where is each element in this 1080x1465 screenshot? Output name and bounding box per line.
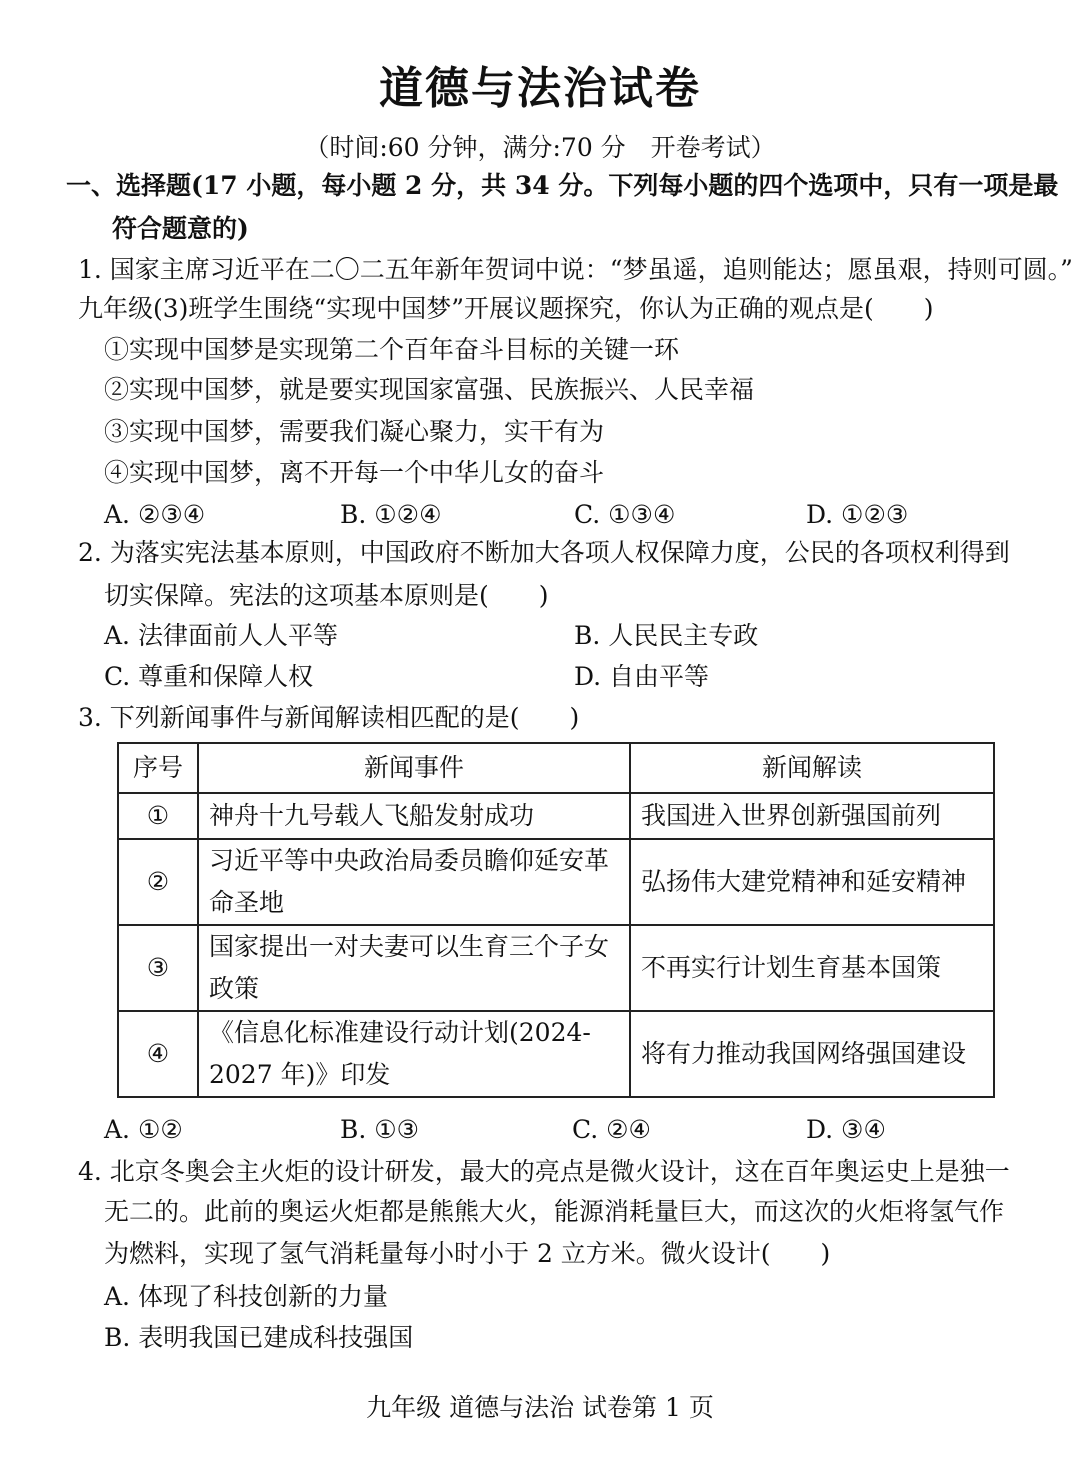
section-heading: 一、选择题(17 小题，每小题 2 分，共 34 分。下列每小题的四个选项中，只有一项是最 [66,171,1059,200]
q4-stem-cont: 为燃料，实现了氢气消耗量每小时小于 2 立方米。微火设计( ) [104,1239,831,1268]
header-event: 新闻事件 [198,743,630,793]
row-number: ④ [118,1011,198,1097]
q3-option-c: C. ②④ [572,1115,651,1144]
q1-option-a: A. ②③④ [104,500,206,529]
q3-option-d: D. ③④ [806,1115,886,1144]
row-reading: 弘扬伟大建党精神和延安精神 [630,839,994,925]
news-table [117,742,995,1098]
table-header-row [118,743,994,793]
q2-option-a: A. 法律面前人人平等 [104,621,338,650]
q1-option-b: B. ①②④ [340,500,442,529]
q1-stem-cont: 九年级(3)班学生围绕“实现中国梦”开展议题探究，你认为正确的观点是( ) [78,294,934,323]
table-row [118,925,994,1011]
row-reading: 我国进入世界创新强国前列 [630,793,994,839]
table-row [118,793,994,839]
row-event: 《信息化标准建设行动计划(2024-2027 年)》印发 [198,1011,630,1097]
q1-option-d: D. ①②③ [806,500,909,529]
row-event: 习近平等中央政治局委员瞻仰延安革命圣地 [198,839,630,925]
exam-title: 道德与法治试卷 [379,63,701,114]
q3-option-b: B. ①③ [340,1115,420,1144]
page-footer: 九年级 道德与法治 试卷第 1 页 [366,1393,714,1422]
q1-item: ④实现中国梦，离不开每一个中华儿女的奋斗 [104,458,605,487]
q1-item: ③实现中国梦，需要我们凝心聚力，实干有为 [104,417,605,446]
q4-stem-cont: 无二的。此前的奥运火炬都是熊熊大火，能源消耗量巨大，而这次的火炬将氢气作 [104,1197,1005,1226]
exam-subtitle: （时间:60 分钟，满分:70 分 开卷考试） [304,133,776,162]
q2-option-d: D. 自由平等 [574,662,710,691]
q4-option-b: B. 表明我国已建成科技强国 [104,1323,414,1352]
row-event: 神舟十九号载人飞船发射成功 [198,793,630,839]
row-number: ③ [118,925,198,1011]
q1-item: ②实现中国梦，就是要实现国家富强、民族振兴、人民幸福 [104,375,755,404]
row-reading: 不再实行计划生育基本国策 [630,925,994,1011]
row-event: 国家提出一对夫妻可以生育三个子女政策 [198,925,630,1011]
q2-stem-cont: 切实保障。宪法的这项基本原则是( ) [104,581,549,610]
header-reading: 新闻解读 [630,743,994,793]
q2-option-b: B. 人民民主专政 [574,621,759,650]
q3-option-a: A. ①② [104,1115,183,1144]
q4-stem: 4. 北京冬奥会主火炬的设计研发，最大的亮点是微火设计，这在百年奥运史上是独一 [78,1157,1010,1186]
section-heading-cont: 符合题意的) [112,214,249,243]
q2-option-c: C. 尊重和保障人权 [104,662,314,691]
row-number: ① [118,793,198,839]
row-number: ② [118,839,198,925]
q1-option-c: C. ①③④ [574,500,676,529]
q2-stem: 2. 为落实宪法基本原则，中国政府不断加大各项人权保障力度，公民的各项权利得到 [78,538,1010,567]
table-row [118,1011,994,1097]
q1-stem: 1. 国家主席习近平在二〇二五年新年贺词中说：“梦虽遥，追则能达；愿虽艰，持则可圆。” [78,255,1073,284]
q3-stem: 3. 下列新闻事件与新闻解读相匹配的是( ) [78,703,580,732]
q1-item: ①实现中国梦是实现第二个百年奋斗目标的关键一环 [104,335,680,364]
header-number: 序号 [118,743,198,793]
row-reading: 将有力推动我国网络强国建设 [630,1011,994,1097]
q4-option-a: A. 体现了科技创新的力量 [104,1282,388,1311]
table-row [118,839,994,925]
